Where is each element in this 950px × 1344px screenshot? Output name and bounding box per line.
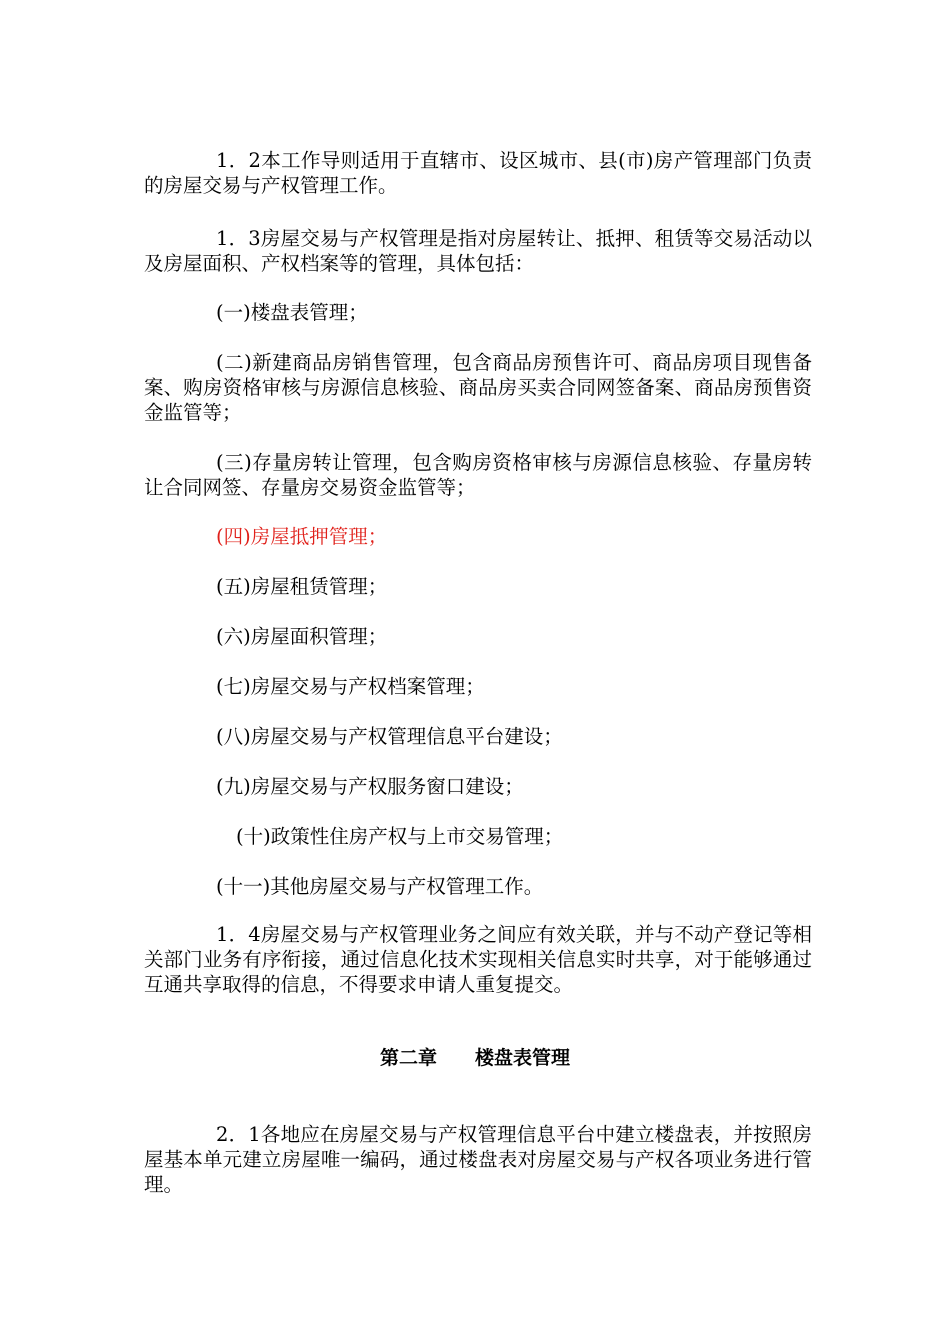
chapter-heading: 第二章 楼盘表管理	[379, 1047, 570, 1069]
list-item-3: (三)存量房转让管理，包含购房资格审核与房源信息核验、存量房转让合同网签、存量房交易资金监管等；	[144, 451, 812, 499]
list-item-10: (十)政策性住房产权与上市交易管理；	[236, 825, 564, 848]
paragraph-2-1: 2．1各地应在房屋交易与产权管理信息平台中建立楼盘表，并按照房屋基本单元建立房屋唯一编码，通过楼盘表对房屋交易与产权各项业务进行管理。	[144, 1123, 812, 1196]
list-item-11: (十一)其他房屋交易与产权管理工作。	[216, 875, 544, 898]
list-item-1: (一)楼盘表管理；	[216, 301, 368, 324]
paragraph-1-2: 1．2本工作导则适用于直辖市、设区城市、县(市)房产管理部门负责的房屋交易与产权管理工作。	[144, 149, 812, 197]
list-item-5: (五)房屋租赁管理；	[216, 575, 388, 598]
list-item-8: (八)房屋交易与产权管理信息平台建设；	[216, 725, 563, 748]
list-item-9: (九)房屋交易与产权服务窗口建设；	[216, 775, 524, 798]
list-item-7: (七)房屋交易与产权档案管理；	[216, 675, 485, 698]
list-item-4-highlighted: (四)房屋抵押管理；	[216, 525, 388, 548]
paragraph-1-4: 1．4房屋交易与产权管理业务之间应有效关联，并与不动产登记等相关部门业务有序衔接，通过信息化技术实现相关信息实时共享，对于能够通过互通共享取得的信息，不得要求申请人重复提交。	[144, 923, 812, 996]
list-item-6: (六)房屋面积管理；	[216, 625, 388, 648]
paragraph-1-3: 1．3房屋交易与产权管理是指对房屋转让、抵押、租赁等交易活动以及房屋面积、产权档案等的管理，具体包括：	[144, 227, 812, 275]
list-item-2: (二)新建商品房销售管理，包含商品房预售许可、商品房项目现售备案、购房资格审核与房源信息核验、商品房买卖合同网签备案、商品房预售资金监管等；	[144, 351, 812, 424]
